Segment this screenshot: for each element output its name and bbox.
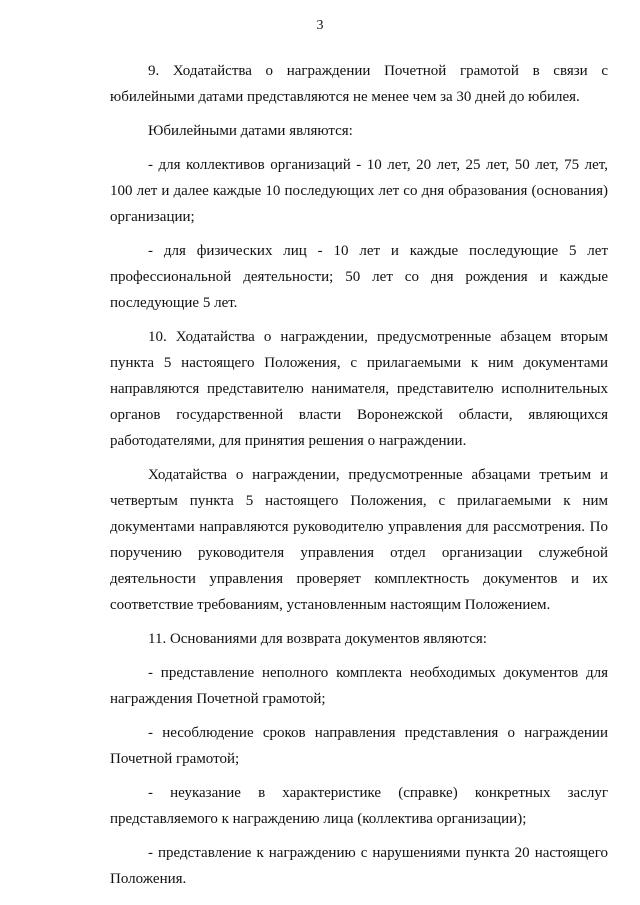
paragraph-jubilee-dates-intro: Юбилейными датами являются: [148,123,353,139]
list-item-clause-20-violation: - представление к награждению с нарушениями пункта 20 настоящего Положения. [110,845,608,887]
paragraph-9-jubilee-petitions: 9. Ходатайства о награждении Почетной грамотой в связи с юбилейными датами представляются не менее чем за 30 дней до юбилея. [110,63,608,105]
paragraph-10-petitions-employer: 10. Ходатайства о награждении, предусмотренные абзацем вторым пункта 5 настоящего Положения, с прилагаемыми к ним документами направляются представителю нанимателя, представителю исполнительных органов государственной власти Воронежской области, являющихся работодателями, для принятия решения о награждении. [110,329,608,449]
list-item-deadline-violation: - несоблюдение сроков направления представления о награждении Почетной грамотой; [110,725,608,767]
paragraph-collectives-dates: - для коллективов организаций - 10 лет, 20 лет, 25 лет, 50 лет, 75 лет, 100 лет и далее каждые 10 последующих лет со дня образования (основания) организации; [110,157,608,225]
page-number: 3 [316,18,324,33]
list-item-missing-merits: - неуказание в характеристике (справке) конкретных заслуг представляемого к награждению лица (коллектива организации); [110,785,608,827]
document-body [110,58,608,892]
paragraph-petitions-head-of-department: Ходатайства о награждении, предусмотренные абзацами третьим и четвертым пункта 5 настоящего Положения, с прилагаемыми к ним документами направляются руководителю управления для рассмотрения. По поручению руководителя управления отдел организации служебной деятельности управления проверяет комплектность документов и их соответствие требованиям, установленным настоящим Положением. [110,467,608,613]
list-item-incomplete-set: - представление неполного комплекта необходимых документов для награждения Почетной грамотой; [110,665,608,707]
paragraph-11-return-grounds: 11. Основаниями для возврата документов являются: [148,631,487,647]
paragraph-individuals-dates: - для физических лиц - 10 лет и каждые последующие 5 лет профессиональной деятельности; 50 лет со дня рождения и каждые последующие 5 лет. [110,243,608,311]
